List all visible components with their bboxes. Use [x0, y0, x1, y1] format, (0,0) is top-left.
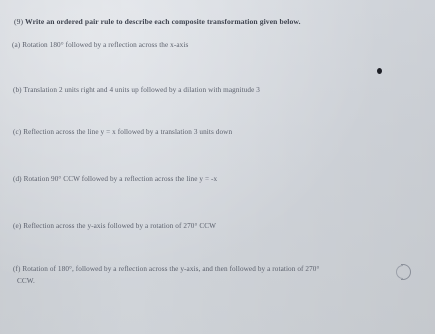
- item-a-text: Rotation 180° followed by a reflection across the x-axis: [22, 41, 189, 49]
- item-a: [12, 41, 188, 49]
- question-instruction: Write an ordered pair rule to describe each composite transformation given below.: [25, 17, 301, 26]
- item-b: [13, 86, 260, 94]
- item-f: [13, 265, 319, 273]
- item-e-label: (e): [13, 222, 22, 230]
- item-c-label: (c): [13, 128, 22, 136]
- ink-dot-mark: [377, 68, 382, 74]
- item-d: [13, 175, 217, 183]
- question-header: [14, 17, 301, 26]
- item-d-label: (d): [13, 175, 22, 183]
- item-f-label: (f): [13, 265, 21, 273]
- item-f-continuation: CCW.: [17, 277, 35, 285]
- item-b-label: (b): [13, 86, 22, 94]
- item-c: [13, 128, 232, 136]
- item-a-label: (a): [12, 41, 21, 49]
- pencil-bracket-right: [401, 264, 411, 280]
- item-f-text: Rotation of 180°, followed by a reflection across the y-axis, and then followed by a rotation of 270°: [22, 265, 320, 273]
- item-e-text: Reflection across the y-axis followed by a rotation of 270° CCW: [23, 222, 216, 230]
- item-e: [13, 222, 216, 230]
- item-c-text: Reflection across the line y = x followed by a translation 3 units down: [23, 128, 233, 136]
- question-number: (9): [14, 17, 24, 26]
- item-d-text: Rotation 90° CCW followed by a reflection across the line y = -x: [23, 175, 218, 183]
- item-b-text: Translation 2 units right and 4 units up followed by a dilation with magnitude 3: [23, 86, 260, 94]
